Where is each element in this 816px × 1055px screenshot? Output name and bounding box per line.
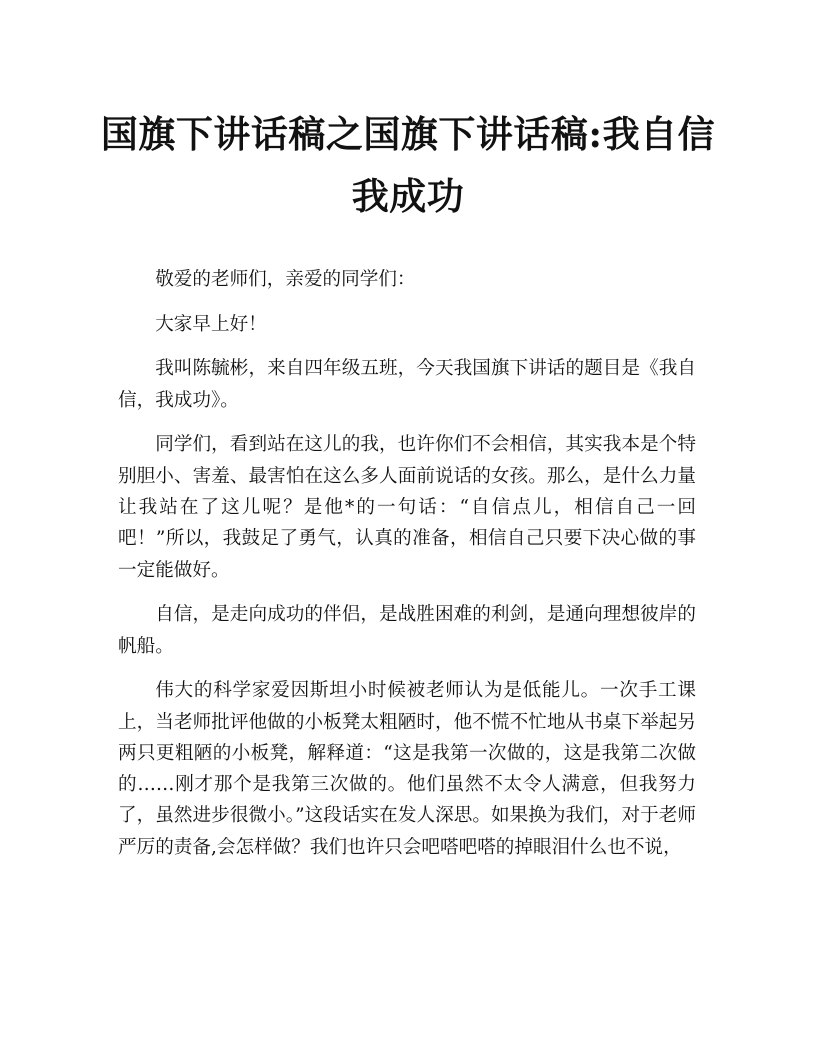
paragraph-confidence-definition: 自信，是走向成功的伴侣，是战胜困难的利剑，是通向理想彼岸的帆船。 (118, 604, 696, 657)
paragraph-einstein-story: 伟大的科学家爱因斯坦小时候被老师认为是低能儿。一次手工课上，当老师批评他做的小板凳太粗陋时，他不慌不忙地从书桌下举起另两只更粗陋的小板凳，解释道：“这是我第一次做的，这是我第二次做的……刚才那个是我第三次做的。他们虽然不太令人满意，但我努力了，虽然进步很微小。”这段话实在发人深思。如果换为我们，对于老师严厉的责备,会怎样做？我们也许只会吧嗒吧嗒的掉眼泪什么也不说， (118, 680, 696, 858)
document-body (118, 264, 696, 876)
paragraph-greeting: 敬爱的老师们，亲爱的同学们： (155, 269, 416, 290)
paragraph-introduction: 我叫陈毓彬，来自四年级五班，今天我国旗下讲话的题目是《我自信，我成功》。 (118, 358, 696, 411)
paragraph-confidence-story: 同学们，看到站在这儿的我，也许你们不会相信，其实我本是个特别胆小、害羞、最害怕在这么多人面前说话的女孩。那么，是什么力量让我站在了这儿呢？是他*的一句话：“自信点儿，相信自己一回吧！”所以，我鼓足了勇气，认真的准备，相信自己只要下决心做的事一定能做好。 (118, 434, 696, 581)
paragraph-good-morning: 大家早上好！ (155, 313, 267, 335)
document-title: 国旗下讲话稿之国旗下讲话稿:我自信我成功 (100, 112, 716, 218)
